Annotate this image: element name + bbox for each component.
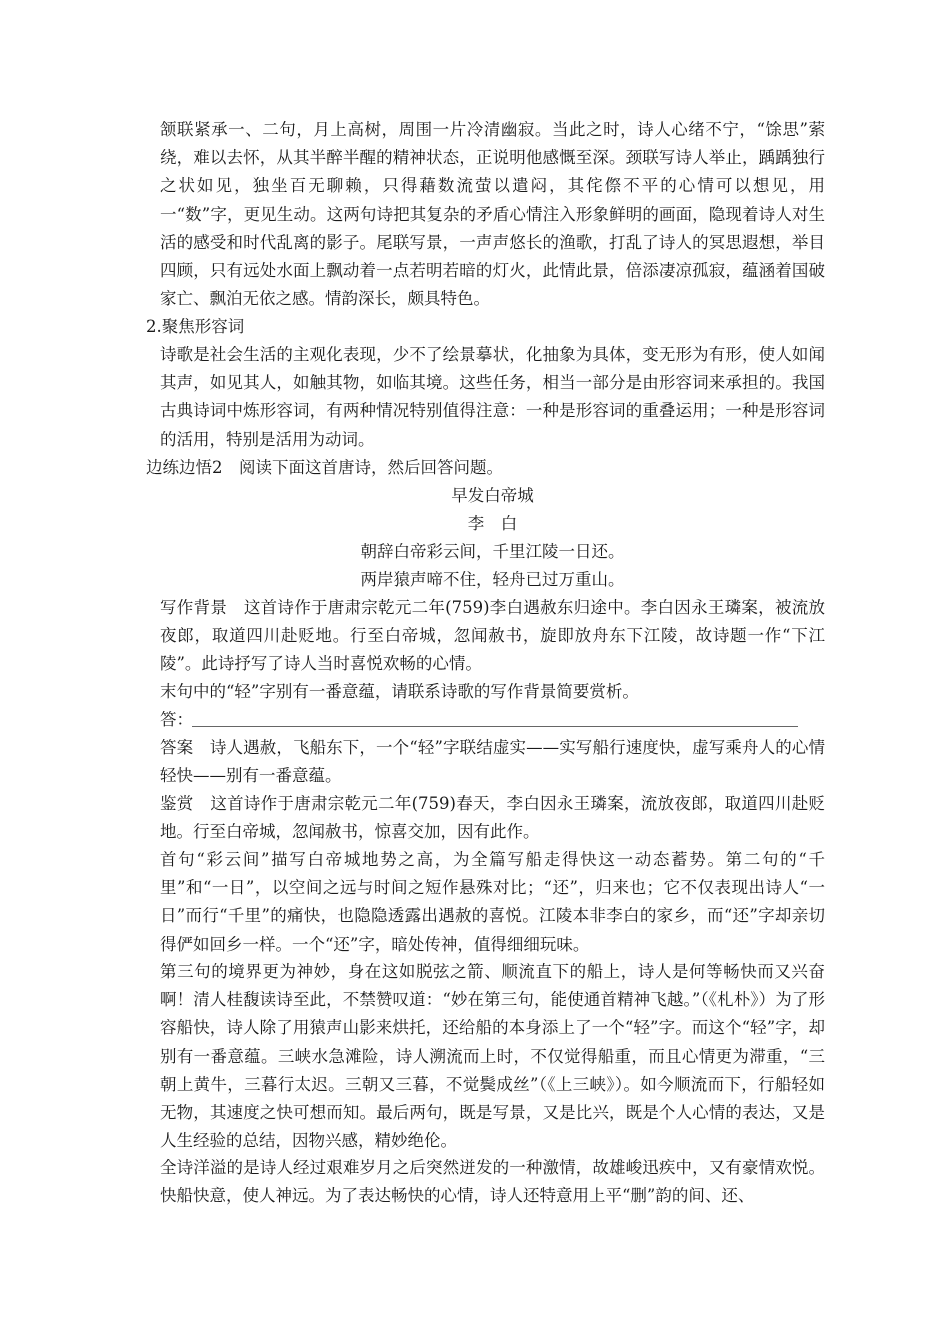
poem-title: 早发白帝城 <box>451 486 534 505</box>
poem-line-1: 朝辞白帝彩云间，千里江陵一日还。 <box>360 542 625 561</box>
poem-author: 李 白 <box>467 514 518 533</box>
paragraph-adjectives-intro: 诗歌是社会生活的主观化表现，少不了绘景摹状，化抽象为具体，变无形为有形，使人如闻其声，如见其人，如触其物，如临其境。这些任务，相当一部分是由形容词来承担的。我国古典诗词中炼形容词，有两种情况特别值得注意：一种是形容词的重叠运用；一种是形容词的活用，特别是活用为动词。 <box>160 345 825 449</box>
paragraph-couplet-analysis: 颔联紧承一、二句，月上高树，周围一片冷清幽寂。当此之时，诗人心绪不宁，“馀思”萦绕，难以去怀，从其半醉半醒的精神状态，正说明他感慨至深。颈联写诗人举止，踽踽独行之状如见，独坐百无聊赖，只得藉数流萤以遣闷，其侘傺不平的心情可以想见，用一“数”字，更见生动。这两句诗把其复杂的矛盾心情注入形象鲜明的画面，隐现着诗人对生活的感受和时代乱离的影子。尾联写景，一声声悠长的渔歌，打乱了诗人的冥思遐想，举目四顾，只有远处水面上飘动着一点若明若暗的灯火，此情此景，倍添凄凉孤寂，蕴涵着国破家亡、飘泊无依之感。情韵深长，颇具特色。 <box>160 120 825 309</box>
answer-blank-line <box>192 726 798 727</box>
paragraph-appreciation: 鉴赏 这首诗作于唐肃宗乾元二年(759)春天，李白因永王璘案，流放夜郎，取道四川赴贬地。行至白帝城，忽闻赦书，惊喜交加，因有此作。 <box>160 794 825 842</box>
answer-row <box>160 706 825 734</box>
paragraph-third-line-analysis: 第三句的境界更为神妙，身在这如脱弦之箭、顺流直下的船上，诗人是何等畅快而又兴奋啊！清人桂馥读诗至此，不禁赞叹道：“妙在第三句，能使通首精神飞越。”（《札朴》）为了形容船快，诗人除了用猿声山影来烘托，还给船的本身添上了一个“轻”字。而这个“轻”字，却别有一番意蕴。三峡水急滩险，诗人溯流而上时，不仅觉得船重，而且心情更为滞重，“三朝上黄牛，三暮行太迟。三朝又三暮，不觉鬓成丝”（《上三峡》）。如今顺流而下，行船轻如无物，其速度之快可想而知。最后两句，既是写景，又是比兴，既是个人心情的表达，又是人生经验的总结，因物兴感，精妙绝伦。 <box>160 962 825 1151</box>
poem-line-2: 两岸猿声啼不住，轻舟已过万重山。 <box>360 570 625 589</box>
answer-prompt: 答： <box>160 710 193 729</box>
paragraph-answer: 答案 诗人遇赦，飞船东下，一个“轻”字联结虚实——实写船行速度快，虚写乘舟人的心情轻快——别有一番意蕴。 <box>160 738 825 786</box>
paragraph-first-line-analysis: 首句“彩云间”描写白帝城地势之高，为全篇写船走得快这一动态蓄势。第二句的“千里”和“一日”，以空间之远与时间之短作悬殊对比；“还”，归来也；它不仅表现出诗人“一日”而行“千里”的痛快，也隐隐透露出遇赦的喜悦。江陵本非李白的家乡，而“还”字却亲切得俨如回乡一样。一个“还”字，暗处传神，值得细细玩味。 <box>160 850 825 954</box>
question-text: 末句中的“轻”字别有一番意蕴，请联系诗歌的写作背景简要赏析。 <box>160 682 639 701</box>
paragraph-writing-background: 写作背景 这首诗作于唐肃宗乾元二年(759)李白遇赦东归途中。李白因永王璘案，被流放夜郎，取道四川赴贬地。行至白帝城，忽闻赦书，旋即放舟东下江陵，故诗题一作“下江陵”。此诗抒写了诗人当时喜悦欢畅的心情。 <box>160 598 825 674</box>
practice-prompt: 边练边悟2 阅读下面这首唐诗，然后回答问题。 <box>146 458 503 477</box>
section-heading-adjectives: 2.聚焦形容词 <box>146 317 245 336</box>
paragraph-whole-poem: 全诗洋溢的是诗人经过艰难岁月之后突然迸发的一种激情，故雄峻迅疾中，又有豪情欢悦。快船快意，使人神远。为了表达畅快的心情，诗人还特意用上平“删”韵的间、还、 <box>160 1158 825 1206</box>
